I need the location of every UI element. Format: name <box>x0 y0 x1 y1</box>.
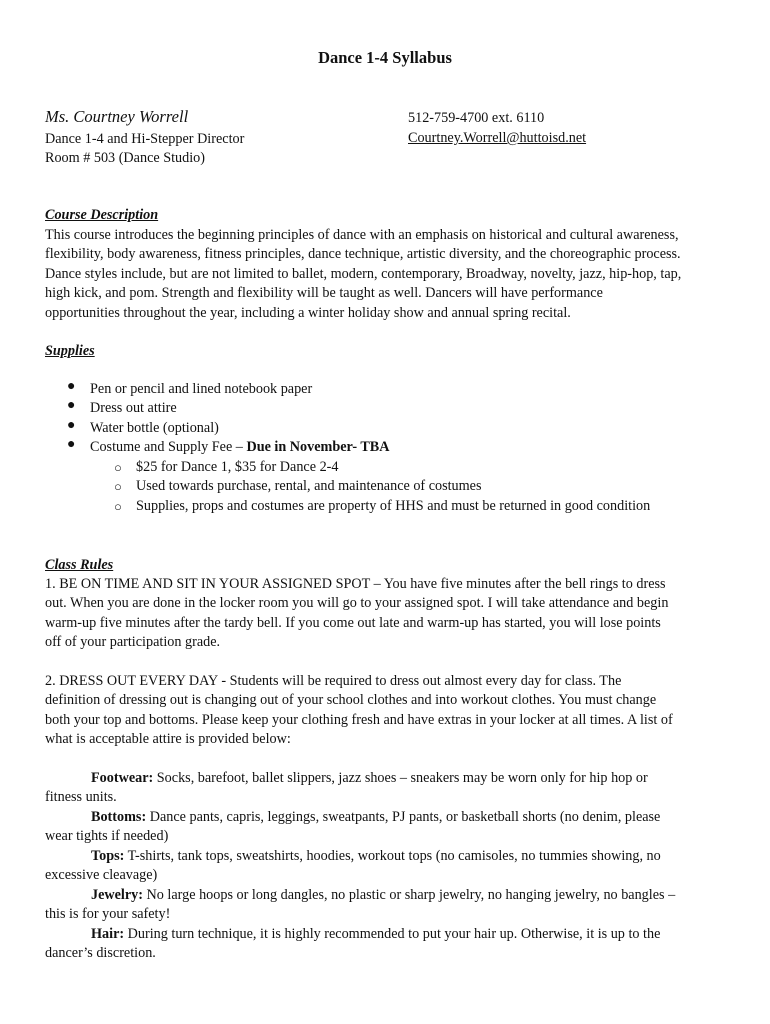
bullet-icon: ● <box>67 398 76 414</box>
supplies-list <box>45 380 390 458</box>
list-item: ● Pen or pencil and lined notebook paper <box>67 379 313 397</box>
course-description-heading: Course Description <box>45 207 159 223</box>
supplies-heading: Supplies <box>45 343 95 359</box>
paragraph-line: what is acceptable attire is provided below: <box>45 731 291 748</box>
paragraph-line: definition of dressing out is changing out of your school clothes and into workout clothes. You must change <box>45 692 657 709</box>
paragraph-line: both your top and bottoms. Please keep your clothing fresh and have extras in your locker at all times. A list of <box>45 711 673 728</box>
paragraph-line: off of your participation grade. <box>45 634 221 651</box>
attire-bottoms: Bottoms: Dance pants, capris, leggings, sweatpants, PJ pants, or basketball shorts (no denim, please wear tights if needed) <box>45 809 661 845</box>
attire-tops: Tops: T-shirts, tank tops, sweatshirts, hoodies, workout tops (no camisoles, no tummies showing, no excessive cleavage) <box>45 848 661 884</box>
page-title: Dance 1-4 Syllabus <box>318 48 452 67</box>
paragraph-line: Dance styles include, but are not limited to ballet, modern, contemporary, Broadway, novelty, jazz, hip-hop, tap, <box>45 265 682 282</box>
attire-footwear: Footwear: Socks, barefoot, ballet slippers, jazz shoes – sneakers may be worn only for hip hop or fitness units. <box>45 770 648 806</box>
paragraph-line: warm-up five minutes after the tardy bell. If you come out late and warm-up has started, you will lose points <box>45 614 661 631</box>
room-number: Room # 503 (Dance Studio) <box>45 150 205 166</box>
paragraph-line: out. When you are done in the locker room you will go to your assigned spot. I will take attendance and begin <box>45 595 669 612</box>
circle-bullet-icon: ○ <box>114 498 122 514</box>
attire-hair: Hair: During turn technique, it is highly recommended to put your hair up. Otherwise, it is up to the dancer’s discretion. <box>45 926 661 962</box>
bullet-icon: ● <box>67 437 76 453</box>
paragraph-line: flexibility, body awareness, fitness principles, dance technique, artistic diversity, and the choreographic process. <box>45 246 681 263</box>
circle-bullet-icon: ○ <box>114 479 122 495</box>
circle-bullet-icon: ○ <box>114 460 122 475</box>
fee-details-list <box>114 458 650 516</box>
teacher-role: Dance 1-4 and Hi-Stepper Director <box>45 131 245 147</box>
attire-label: Bottoms: <box>91 809 147 825</box>
rule-1-text <box>45 575 727 653</box>
attire-label: Footwear: <box>91 770 154 786</box>
teacher-email-link[interactable]: Courtney.Worrell@huttoisd.net <box>408 130 587 146</box>
paragraph-line: 2. DRESS OUT EVERY DAY - Students will be required to dress out almost every day for class. The <box>45 673 622 689</box>
bullet-icon: ● <box>67 417 76 433</box>
list-item: ● Water bottle (optional) <box>67 417 219 436</box>
list-item: ● Dress out attire <box>67 398 177 417</box>
paragraph-line: This course introduces the beginning principles of dance with an emphasis on historical and cultural awareness, <box>45 227 679 243</box>
teacher-phone: 512-759-4700 ext. 6110 <box>408 110 545 126</box>
course-description-text <box>45 226 727 323</box>
fee-due-date: Due in November- TBA <box>246 439 390 456</box>
list-item: ○ Supplies, props and costumes are property of HHS and must be returned in good condition <box>114 497 650 516</box>
attire-label: Tops: <box>91 848 125 864</box>
attire-label: Hair: <box>91 926 125 942</box>
rule-2-text <box>45 672 727 750</box>
paragraph-line: high kick, and pom. Strength and flexibility will be taught as well. Dancers will have performance <box>45 285 603 302</box>
teacher-name: Ms. Courtney Worrell <box>45 107 189 126</box>
list-item: ○ $25 for Dance 1, $35 for Dance 2-4 <box>114 458 650 477</box>
paragraph-line: opportunities throughout the year, including a winter holiday show and annual spring recital. <box>45 304 571 321</box>
bullet-icon: ● <box>67 379 76 394</box>
list-item: ● Costume and Supply Fee – Due in November- TBA <box>67 437 390 456</box>
class-rules-heading: Class Rules <box>45 557 114 573</box>
list-item: ○ Used towards purchase, rental, and maintenance of costumes <box>114 477 650 496</box>
attire-jewelry: Jewelry: No large hoops or long dangles, no plastic or sharp jewelry, no hanging jewelry, no bangles – this is for your safety! <box>45 887 676 923</box>
paragraph-line: 1. BE ON TIME AND SIT IN YOUR ASSIGNED SPOT – You have five minutes after the bell rings to dress <box>45 576 666 592</box>
attire-label: Jewelry: <box>91 887 143 903</box>
